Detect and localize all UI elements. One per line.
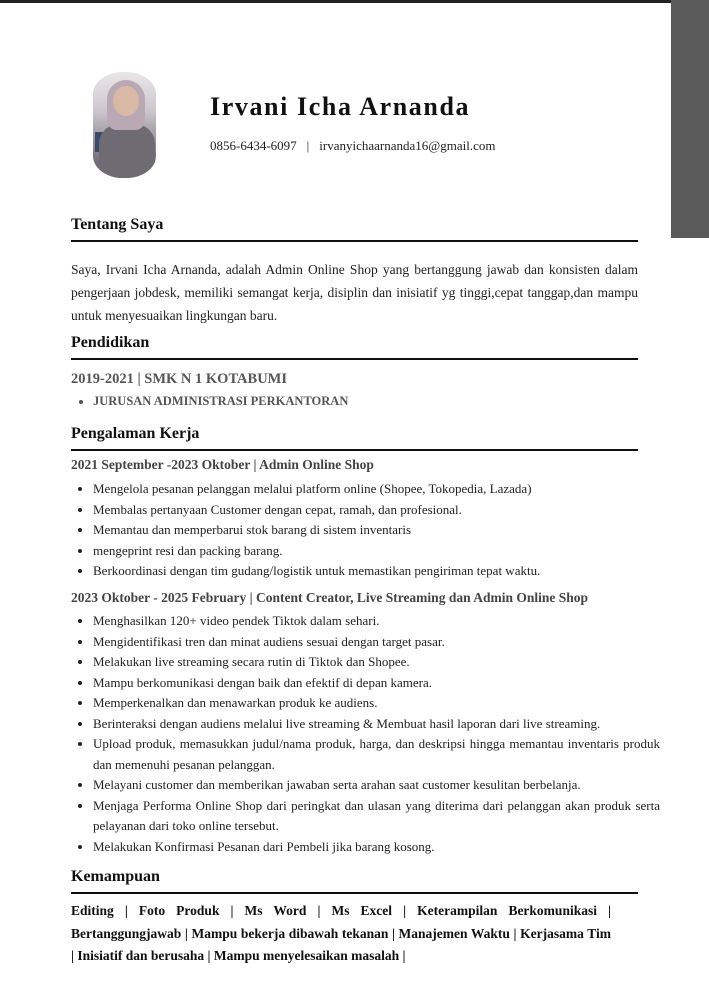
job-2-list [71,611,660,857]
list-item: • Memperkenalkan dan menawarkan produk ke audiens. [93,693,660,714]
list-item: • Melakukan Konfirmasi Pesanan dari Pembeli jika barang kosong. [93,837,660,858]
list-item: • Mengidentifikasi tren dan minat audiens sesuai dengan target pasar. [93,632,660,653]
photo-person-body [99,124,155,178]
list-item: • Menjaga Performa Online Shop dari peringkat dan ulasan yang diterima dari pelanggan akan produk serta pelayanan dari toko online tersebut. [93,796,660,837]
list-item: • Berkoordinasi dengan tim gudang/logistik untuk memastikan pengiriman tepat waktu. [93,561,660,582]
profile-photo [93,72,156,178]
education-major: • JURUSAN ADMINISTRASI PERKANTORAN [93,394,348,409]
job-heading-2: 2023 Oktober - 2025 February | Content Creator, Live Streaming dan Admin Online Shop [71,590,589,605]
job-1-list [71,479,660,582]
about-text: Saya, Irvani Icha Arnanda, adalah Admin Online Shop yang bertanggung jawab dan konsisten dalam pengerjaan jobdesk, memiliki semangat kerja, disiplin dan inisiatif yg tinggi,cepat tanggap,dan mampu untuk menyesuaikan lingkungan baru. [71,262,638,323]
list-item: • Upload produk, memasukkan judul/nama produk, harga, dan deskripsi hingga memantau inventaris produk dan memenuhi pesanan pelanggan. [93,734,660,775]
email-address[interactable]: irvanyichaarnanda16@gmail.com [319,138,496,153]
list-item: • Melakukan live streaming secara rutin di Tiktok dan Shopee. [93,652,660,673]
contact-line [210,138,496,154]
list-item: • Memantau dan memperbarui stok barang di sistem inventaris [93,520,660,541]
job-heading-1: 2021 September -2023 Oktober | Admin Online Shop [71,457,374,472]
list-item: • Mengelola pesanan pelanggan melalui platform online (Shopee, Tokopedia, Lazada) [93,479,660,500]
phone-number: 0856-6434-6097 [210,138,297,153]
list-item: • Menghasilkan 120+ video pendek Tiktok dalam sehari. [93,611,660,632]
education-entry: 2019-2021 | SMK N 1 KOTABUMI [71,371,287,387]
list-item: • Mampu berkomunikasi dengan baik dan efektif di depan kamera. [93,673,660,694]
skills-text: Editing | Foto Produk | Ms Word | Ms Excel | Keterampilan Berkomunikasi | Bertanggungjawab | Mampu bekerja dibawah tekanan | Manajemen Waktu | Kerjasama Tim | Inisiatif dan berusaha | Mampu menyelesaikan masalah | [71,903,611,963]
list-item: • Membalas pertanyaan Customer dengan cepat, ramah, dan profesional. [93,500,660,521]
contact-separator: | [306,138,310,153]
scrollbar-thumb[interactable] [671,0,709,238]
list-item: • Berinteraksi dengan audiens melalui live streaming & Membuat hasil laporan dari live streaming. [93,714,660,735]
section-title-skills: Kemampuan [71,868,638,894]
top-border [0,0,709,3]
section-title-about: Tentang Saya [71,216,638,242]
education-details [71,394,348,409]
section-title-education: Pendidikan [71,334,638,360]
list-item: • mengeprint resi dan packing barang. [93,541,660,562]
list-item: • Melayani customer dan memberikan jawaban serta arahan saat customer kesulitan berbelanja. [93,775,660,796]
section-title-experience: Pengalaman Kerja [71,425,638,451]
candidate-name: Irvani Icha Arnanda [210,92,471,121]
photo-person-face [113,86,139,116]
